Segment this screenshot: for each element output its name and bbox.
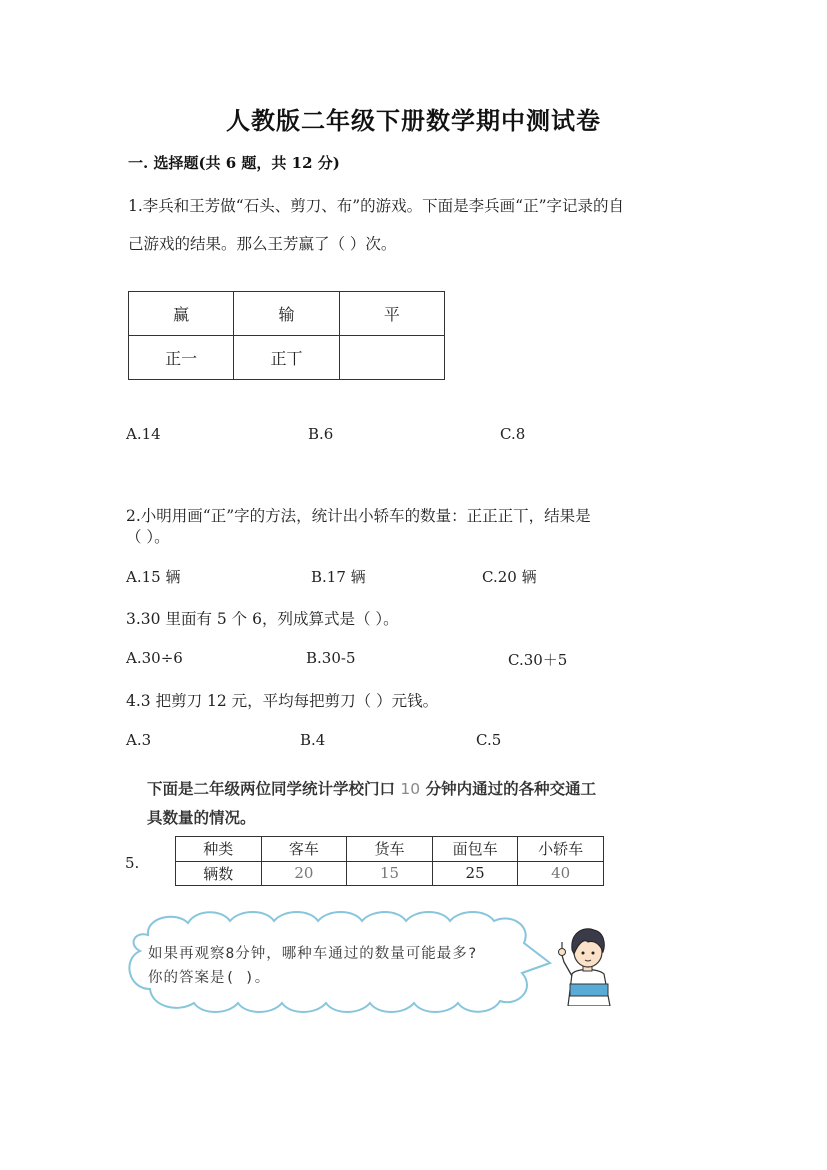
bubble-line2: 你的答案是( )。 xyxy=(148,970,271,986)
q5-number: 5. xyxy=(125,854,140,872)
q5-intro-part-a: 下面是二年级两位同学统计学校门口 xyxy=(147,780,396,798)
cell-bus-count: 20 xyxy=(261,861,347,886)
q5-intro-number: 10 xyxy=(400,780,421,798)
q1-tally-table xyxy=(128,291,445,380)
q1-option-c: C.8 xyxy=(500,425,526,443)
bubble-line1: 如果再观察8分钟，哪种车通过的数量可能最多? xyxy=(148,946,478,962)
q3-text: 3.30 里面有 5 个 6，列成算式是（ ）。 xyxy=(126,610,399,628)
q4-option-a: A.3 xyxy=(126,731,152,749)
q3-option-a: A.30÷6 xyxy=(126,649,183,667)
q5-intro-part-b: 分钟内通过的各种交通工 xyxy=(425,780,597,798)
header-lose: 输 xyxy=(234,292,339,336)
q3-option-c: C.30＋5 xyxy=(508,651,568,669)
table-row xyxy=(176,861,604,886)
q5-intro-line1 xyxy=(147,777,596,799)
q4-option-c: C.5 xyxy=(476,731,502,749)
q5-traffic-table xyxy=(175,836,604,886)
table-row xyxy=(129,336,445,380)
q2-option-a: A.15 辆 xyxy=(126,568,181,586)
q1-option-a: A.14 xyxy=(126,425,161,443)
q1-line1: 1.李兵和王芳做“石头、剪刀、布”的游戏。下面是李兵画“正”字记录的自 xyxy=(128,197,624,215)
header-car: 小轿车 xyxy=(518,837,604,862)
cell-draw xyxy=(339,336,444,380)
header-win: 赢 xyxy=(129,292,234,336)
header-draw: 平 xyxy=(339,292,444,336)
q2-option-b: B.17 辆 xyxy=(311,568,366,586)
header-truck: 货车 xyxy=(347,837,433,862)
table-row xyxy=(176,837,604,862)
cell-car-count: 40 xyxy=(518,861,604,886)
cell-lose: 正丅 xyxy=(234,336,339,380)
q1-option-b: B.6 xyxy=(308,425,334,443)
header-van: 面包车 xyxy=(432,837,518,862)
section-heading: 一. 选择题(共 6 题，共 12 分) xyxy=(128,154,340,172)
q4-text: 4.3 把剪刀 12 元，平均每把剪刀（ ）元钱。 xyxy=(126,692,439,710)
table-row xyxy=(129,292,445,336)
q5-intro-line2: 具数量的情况。 xyxy=(147,809,256,827)
cell-van-count: 25 xyxy=(432,861,518,886)
q3-option-b: B.30-5 xyxy=(306,649,356,667)
header-type: 种类 xyxy=(176,837,262,862)
q2-line1: 2.小明用画“正”字的方法，统计出小轿车的数量：正正正丅，结果是 xyxy=(126,507,591,525)
cell-truck-count: 15 xyxy=(347,861,433,886)
q2-option-c: C.20 辆 xyxy=(482,568,537,586)
cell-count-label: 辆数 xyxy=(176,861,262,886)
page-title: 人教版二年级下册数学期中测试卷 xyxy=(226,106,601,135)
header-bus: 客车 xyxy=(261,837,347,862)
q2-line2: （ ）。 xyxy=(126,528,170,546)
boy-illustration xyxy=(558,922,616,1006)
q1-line2: 己游戏的结果。那么王芳赢了（ ）次。 xyxy=(128,235,397,253)
cell-win: 正一 xyxy=(129,336,234,380)
q4-option-b: B.4 xyxy=(300,731,326,749)
